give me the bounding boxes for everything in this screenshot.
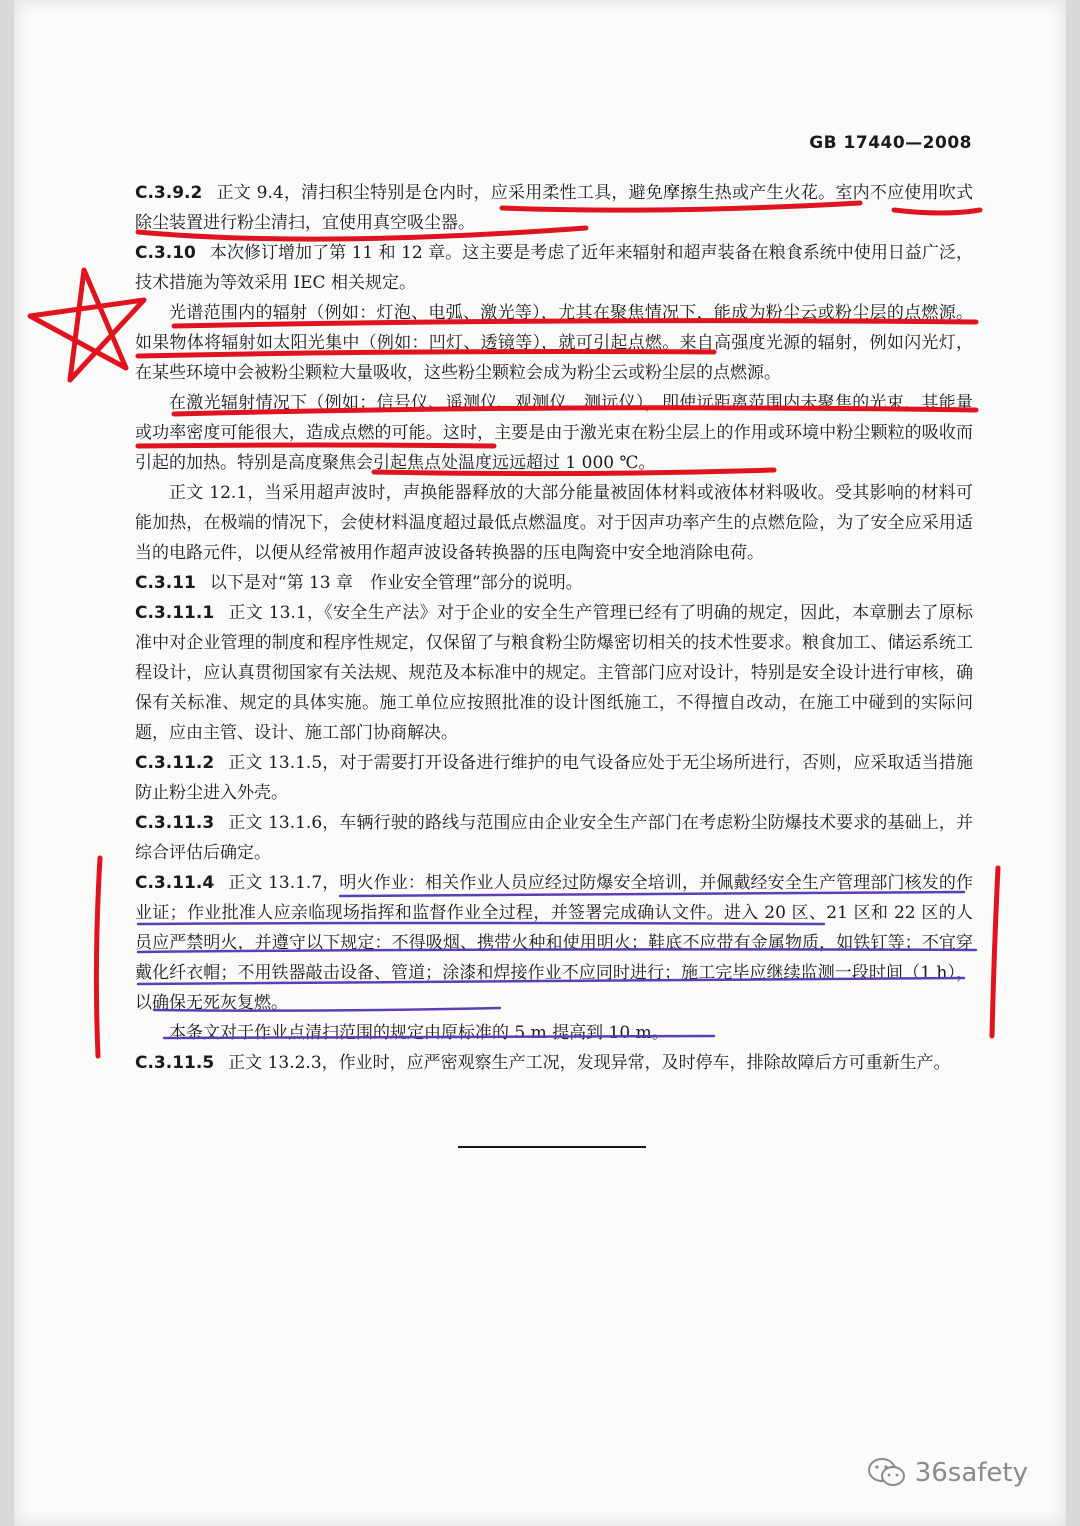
paragraph-c-3-11-2 (135, 748, 973, 808)
paragraph-text: 在激光辐射情况下（例如：信号仪、遥测仪、观测仪、测远仪），即使远距离范围内未聚焦的光束，其能量或功率密度可能很大，造成点燃的可能。这时，主要是由于激光束在粉尘层上的作用或环境中粉尘颗粒的吸收而引起的加热。特别是高度聚焦会引起焦点处温度远远超过 1 000 ℃。 (135, 393, 973, 473)
paragraph-text: 以下是对“第 13 章 作业安全管理”部分的说明。 (209, 573, 583, 593)
document-page (14, 0, 1066, 1526)
paragraph-c-3-10 (135, 238, 973, 298)
clause-number: C.3.11.3 (135, 813, 215, 833)
document-body (135, 178, 973, 1078)
clause-number: C.3.11.4 (135, 873, 215, 893)
paragraph-c-3-11-1 (135, 598, 973, 748)
paragraph-text: 本次修订增加了第 11 和 12 章。这主要是考虑了近年来辐射和超声装备在粮食系统中使用日益广泛，技术措施为等效采用 IEC 相关规定。 (135, 243, 973, 293)
paragraph-spectral-radiation (135, 298, 973, 388)
paragraph-text: 正文 13.2.3，作业时，应严密观察生产工况，发现异常，及时停车，排除故障后方可重新生产。 (228, 1053, 951, 1073)
watermark (867, 1456, 1028, 1490)
clause-number: C.3.9.2 (135, 183, 203, 203)
paragraph-c-3-11-5 (135, 1048, 973, 1078)
paragraph-text: 正文 13.1.7，明火作业：相关作业人员应经过防爆安全培训，并佩戴经安全生产管理部门核发的作业证；作业批准人应亲临现场指挥和监督作业全过程，并签署完成确认文件。进入 20 区、21 区和 22 区的人员应严禁明火，并遵守以下规定：不得吸烟、携带火种和使用明火；鞋底不应带有金属物质，如铁钉等；不宜穿戴化纤衣帽；不用铁器敲击设备、管道；涂漆和焊接作业不应同时进行；施工完毕应继续监测一段时间（1 h），以确保无死灰复燃。 (135, 873, 973, 1013)
paragraph-text: 正文 13.1.5，对于需要打开设备进行维护的电气设备应处于无尘场所进行，否则，应采取适当措施防止粉尘进入外壳。 (135, 753, 973, 803)
paragraph-text: 正文 13.1，《安全生产法》对于企业的安全生产管理已经有了明确的规定，因此，本章删去了原标准中对企业管理的制度和程序性规定，仅保留了与粮食粉尘防爆密切相关的技术性要求。粮食加工、储运系统工程设计，应认真贯彻国家有关法规、规范及本标准中的规定。主管部门应对设计，特别是安全设计进行审核，确保有关标准、规定的具体实施。施工单位应按照批准的设计图纸施工，不得擅自改动，在施工中碰到的实际问题，应由主管、设计、施工部门协商解决。 (135, 603, 973, 743)
wechat-icon (867, 1456, 907, 1490)
red-side-bracket (96, 858, 100, 1056)
clause-number: C.3.10 (135, 243, 196, 263)
paragraph-text: 正文 13.1.6，车辆行驶的路线与范围应由企业安全生产部门在考虑粉尘防爆技术要求的基础上，并综合评估后确定。 (135, 813, 973, 863)
paragraph-laser-radiation (135, 388, 973, 478)
clause-number: C.3.11 (135, 573, 196, 593)
watermark-text: 36safety (914, 1458, 1028, 1488)
paragraph-c-3-11 (135, 568, 973, 598)
red-star-mark (30, 270, 144, 380)
end-rule (458, 1146, 646, 1148)
clause-number: C.3.11.2 (135, 753, 215, 773)
paragraph-cleaning-range (135, 1018, 973, 1048)
paragraph-c-3-11-3 (135, 808, 973, 868)
paragraph-text: 本条文对于作业点清扫范围的规定由原标准的 5 m 提高到 10 m。 (169, 1023, 669, 1043)
paragraph-ultrasonic (135, 478, 973, 568)
paragraph-text: 正文 9.4，清扫积尘特别是仓内时，应采用柔性工具，避免摩擦生热或产生火花。室内不应使用吹式除尘装置进行粉尘清扫，宜使用真空吸尘器。 (135, 183, 973, 233)
paragraph-c-3-9-2 (135, 178, 973, 238)
paragraph-text: 正文 12.1，当采用超声波时，声换能器释放的大部分能量被固体材料或液体材料吸收。受其影响的材料可能加热，在极端的情况下，会使材料温度超过最低点燃温度。对于因声功率产生的点燃危险，为了安全应采用适当的电路元件，以便从经常被用作超声波设备转换器的压电陶瓷中安全地消除电荷。 (135, 483, 973, 563)
clause-number: C.3.11.5 (135, 1053, 215, 1073)
clause-number: C.3.11.1 (135, 603, 215, 623)
standard-code: GB 17440—2008 (809, 133, 972, 153)
paragraph-text: 光谱范围内的辐射（例如：灯泡、电弧、激光等），尤其在聚焦情况下，能成为粉尘云或粉尘层的点燃源。如果物体将辐射如太阳光集中（例如：凹灯、透镜等），就可引起点燃。来自高强度光源的辐射，例如闪光灯，在某些环境中会被粉尘颗粒大量吸收，这些粉尘颗粒会成为粉尘云或粉尘层的点燃源。 (135, 303, 973, 383)
red-side-bracket (992, 868, 998, 1036)
paragraph-c-3-11-4 (135, 868, 973, 1018)
